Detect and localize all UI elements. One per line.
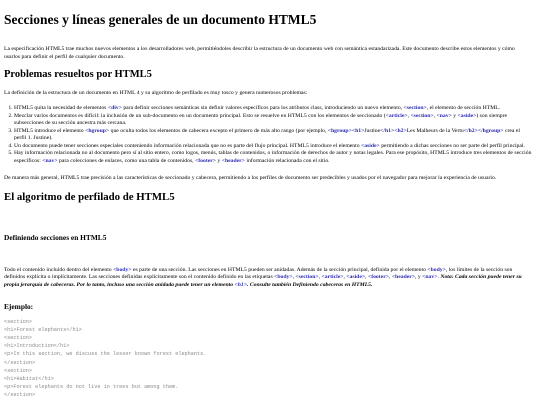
element-tag: <hgroup> xyxy=(85,127,110,134)
element-tag: <hgroup><h1> xyxy=(327,127,365,134)
element-tag: <aside> xyxy=(457,112,477,119)
element-tag: <footer> xyxy=(367,274,389,281)
problems-list xyxy=(4,105,532,165)
element-tag: <nav> xyxy=(42,157,58,164)
element-tag: <section> xyxy=(295,274,319,281)
algorithm-heading: El algoritmo de perfilado de HTML5 xyxy=(4,190,175,203)
element-tag: </h1><h2> xyxy=(380,127,407,134)
sections-subheading: Definiendo secciones en HTML5 xyxy=(4,232,107,242)
list-item: 5. Hay información relacionada no al documento pero sí al sitio entero, como logos, menús, tablas de contenidos, o información de derechos de autor y notas legales. Para ese propósito, HTML5 introduce tres elementos de sección específicos: <nav> para colecciones de enlaces, como una tabla de contenidos, <footer> y <header> información relacionada con el sitio. xyxy=(14,150,532,165)
element-tag: <footer> xyxy=(195,157,217,164)
list-item: 2. Mezclar varios documentos es difícil: la inclusión de un sub-documento en un documento principal. Esto se resuelve en HTML5 con los elementos de seccionado (<article>, <section>, <nav> y <aside>) son siempre subsecciones de su sección ancestra más cercana. xyxy=(14,113,532,128)
note-text: Nota: Cada sección puede tener su propia jerarquía de cabeceras. Por lo tanto, incluso una sección anidada puede tener un elemento <h1>. Consulte también Definiendo cabeceras en HTML5. xyxy=(4,274,522,288)
element-tag: <body> xyxy=(427,266,446,273)
element-tag: <section> xyxy=(410,112,434,119)
problems-lead: La definición de la estructura de un documento en HTML 4 y su algoritmo de perfilado es muy tosco y genera numerosos problemas: xyxy=(4,89,308,96)
element-tag: <header> xyxy=(391,274,416,281)
intro-paragraph: La especificación HTML5 trae muchos nuevos elementos a los desarrolladores web, permitiéndoles describir la estructura de un documento web con semántica estandarizada. Este documento describe estos elementos y cómo usarlos para definir el perfil de cualquier documento. xyxy=(4,46,515,60)
element-tag: <body> xyxy=(113,266,132,273)
element-tag: <h1> xyxy=(234,281,248,288)
element-tag: <article> xyxy=(321,274,344,281)
problems-closing: De manera más general, HTML5 trae precisión a las características de seccionado y cabecera, permitiendo a los perfiles de documento ser predecibles y usados por el navegador para mejorar la experiencia de usuario. xyxy=(4,175,497,182)
element-tag: <nav> xyxy=(436,112,452,119)
element-tag: <header> xyxy=(221,157,245,164)
element-tag: <section> xyxy=(403,105,427,112)
example-label: Ejemplo: xyxy=(4,302,34,312)
element-tag: <div> xyxy=(107,105,122,112)
page-title: Secciones y líneas generales de un documento HTML5 xyxy=(4,12,317,27)
element-tag: </h2></hgroup> xyxy=(463,127,504,134)
code-example: <section> <h1>Forest elephants</h1> <section> <h1>Introduction</h1> <p>In this section, we discuss the lesser known forest elephants. </section> <section> <h1>Habitat</h1> <p>Forest elephants do not live in trees but among them. </section> xyxy=(4,319,207,398)
problems-heading: Problemas resueltos por HTML5 xyxy=(4,69,152,81)
element-tag: <aside> xyxy=(346,274,366,281)
element-tag: <article> xyxy=(385,112,408,119)
element-tag: <aside> xyxy=(360,142,380,149)
list-item: 3. HTML5 introduce el elemento <hgroup> que oculta todos los elementos de cabecera excepto el primero de más alto rango (por ejemplo, <hgroup><h1>Justine</h1><h2>Les Malheurs de la Vertu</h2></hgroup> crea el perfil 1. Justine). xyxy=(14,128,532,143)
sections-paragraph: Todo el contenido incluido dentro del elemento <body> es parte de una sección. Las secciones en HTML5 pueden ser anidadas. Además de la sección principal, definida por el elemento <body>, los límites de la sección son definidos explícita o implícitamente. Las secciones definidas explícitamente son el contenido definido en las etiquetas <body>, <section>, <article>, <aside>, <footer>, <header>, y <nav>. Nota: Cada sección puede tener su propia jerarquía de cabeceras. Por lo tanto, incluso una sección anidada puede tener un elemento <h1>. Consulte también Definiendo cabeceras en HTML5. xyxy=(4,266,522,288)
list-item: 4. Un documento puede tener secciones especiales conteniendo información relacionada que no es parte del flujo principal. HTML5 introduce el elemento <aside> permitiendo a dichas secciones no ser parte del perfil principal. xyxy=(14,143,532,151)
element-tag: <nav> xyxy=(422,274,438,281)
list-item: 1. HTML5 quita la necesidad de elementos <div> para definir secciones semánticas sin definir valores específicos para los atributos class, introduciendo un nuevo elemento, <section>, el elemento de sección HTML. xyxy=(14,105,532,113)
element-tag: <body> xyxy=(274,274,293,281)
